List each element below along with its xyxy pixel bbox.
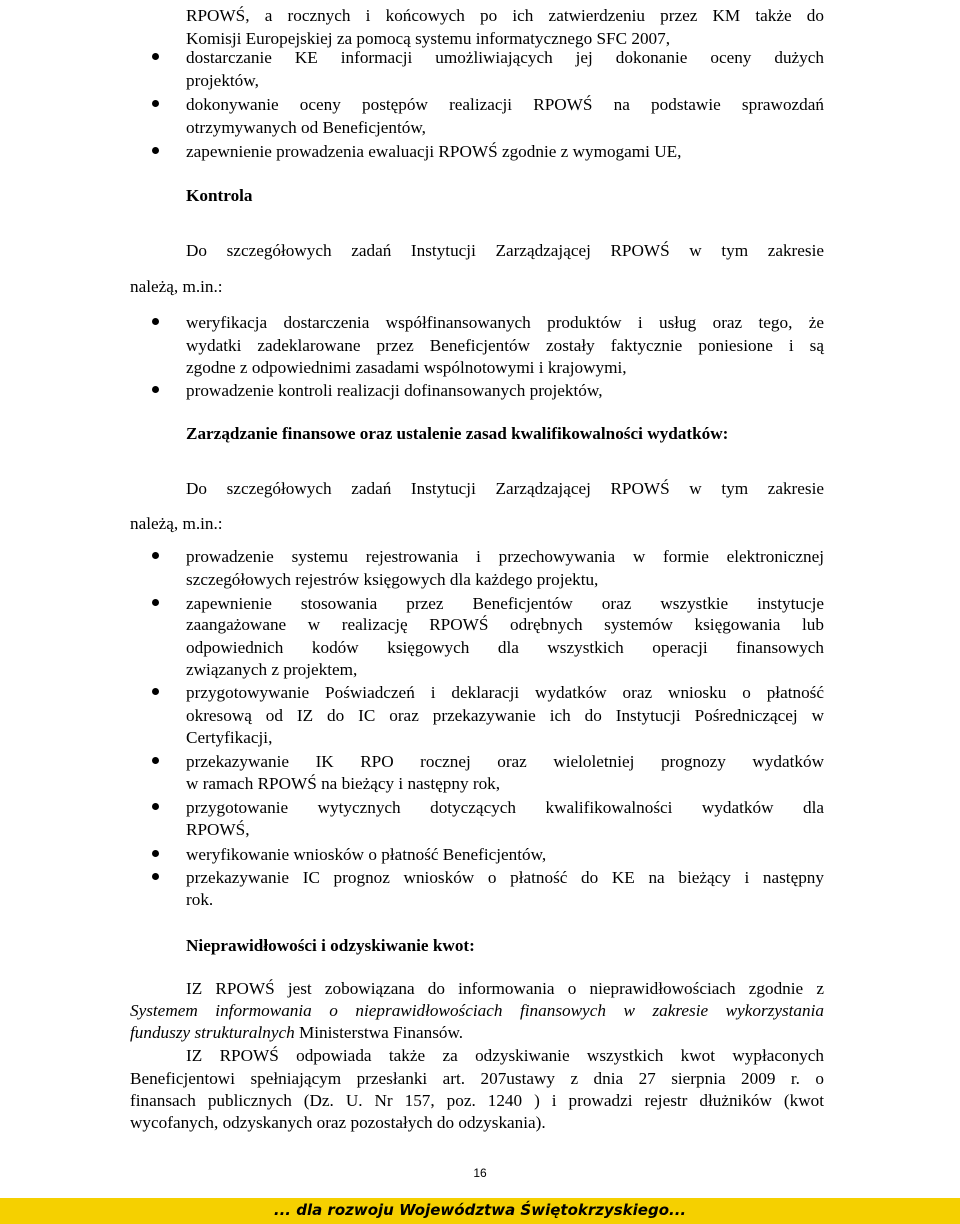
text-line: okresową od IZ do IC oraz przekazywanie ich do Instytucji Pośredniczącej w [186,706,824,725]
section-heading: Nieprawidłowości i odzyskiwanie kwot: [186,936,475,955]
list-item: przekazywanie IC prognoz wniosków o płatność do KE na bieżący i następny [186,868,824,887]
text-line: RPOWŚ, [186,820,250,839]
list-item: przygotowywanie Poświadczeń i deklaracji wydatków oraz wniosku o płatność [186,683,824,702]
bullet-icon [152,688,159,695]
text-line: Beneficjentowi spełniającym przesłanki art. 207ustawy z dnia 27 sierpnia 2009 r. o [130,1069,824,1088]
list-item: prowadzenie systemu rejestrowania i przechowywania w formie elektronicznej [186,547,824,566]
bullet-icon [152,100,159,107]
text-line: otrzymywanych od Beneficjentów, [186,118,426,137]
bullet-icon [152,318,159,325]
bullet-icon [152,803,159,810]
text-line: Komisji Europejskiej za pomocą systemu informatycznego SFC 2007, [186,29,671,48]
text-line: Systemem informowania o nieprawidłowościach finansowych w zakresie wykorzystania [130,1001,824,1020]
text-line: projektów, [186,71,259,90]
italic-text: funduszy strukturalnych [130,1023,295,1042]
text-line: należą, m.in.: [130,514,223,533]
text-line: rok. [186,890,214,909]
section-heading: Kontrola [186,186,253,205]
footer-slogan: ... dla rozwoju Województwa Świętokrzyskiego... [273,1201,687,1219]
bullet-icon [152,873,159,880]
bullet-icon [152,147,159,154]
bullet-icon [152,599,159,606]
text-line: Do szczegółowych zadań Instytucji Zarządzającej RPOWŚ w tym zakresie [186,479,824,498]
bullet-icon [152,757,159,764]
text-line: należą, m.in.: [130,277,223,296]
list-item: dokonywanie oceny postępów realizacji RPOWŚ na podstawie sprawozdań [186,95,824,114]
text-line: zgodne z odpowiednimi zasadami wspólnotowymi i krajowymi, [186,358,627,377]
text-span: Ministerstwa Finansów. [294,1023,464,1042]
list-item: zapewnienie prowadzenia ewaluacji RPOWŚ zgodnie z wymogami UE, [186,142,682,161]
page-number: 16 [473,1166,487,1180]
bullet-icon [152,386,159,393]
list-item: przygotowanie wytycznych dotyczących kwalifikowalności wydatków dla [186,798,824,817]
text-line: Do szczegółowych zadań Instytucji Zarządzającej RPOWŚ w tym zakresie [186,241,824,260]
text-line: wydatki zadeklarowane przez Beneficjentów zostały faktycznie poniesione i są [186,336,824,355]
list-item: zapewnienie stosowania przez Beneficjentów oraz wszystkie instytucje [186,594,824,613]
text-line: finansach publicznych (Dz. U. Nr 157, poz. 1240 ) i prowadzi rejestr dłużników (kwot [130,1091,824,1110]
list-item: prowadzenie kontroli realizacji dofinansowanych projektów, [186,381,603,400]
text-line: odpowiednich kodów księgowych dla wszystkich operacji finansowych [186,638,824,657]
text-line: IZ RPOWŚ jest zobowiązana do informowania o nieprawidłowościach zgodnie z [186,979,824,998]
bullet-icon [152,850,159,857]
text-line: RPOWŚ, a rocznych i końcowych po ich zatwierdzeniu przez KM także do [186,6,824,25]
text-line: Certyfikacji, [186,728,273,747]
text-line: w ramach RPOWŚ na bieżący i następny rok, [186,774,501,793]
text-line: IZ RPOWŚ odpowiada także za odzyskiwanie wszystkich kwot wypłaconych [186,1046,824,1065]
list-item: przekazywanie IK RPO rocznej oraz wieloletniej prognozy wydatków [186,752,824,771]
text-line: zaangażowane w realizację RPOWŚ odrębnych systemów księgowania lub [186,615,824,634]
section-heading: Zarządzanie finansowe oraz ustalenie zasad kwalifikowalności wydatków: [186,424,729,443]
text-line: szczegółowych rejestrów księgowych dla każdego projektu, [186,570,599,589]
bullet-icon [152,552,159,559]
text-line: związanych z projektem, [186,660,358,679]
list-item: dostarczanie KE informacji umożliwiających jej dokonanie oceny dużych [186,48,824,67]
list-item: weryfikowanie wniosków o płatność Beneficjentów, [186,845,547,864]
list-item: weryfikacja dostarczenia współfinansowanych produktów i usług oraz tego, że [186,313,824,332]
text-line: wycofanych, odzyskanych oraz pozostałych do odzyskania). [130,1113,546,1132]
bullet-icon [152,53,159,60]
text-line [130,1021,463,1044]
